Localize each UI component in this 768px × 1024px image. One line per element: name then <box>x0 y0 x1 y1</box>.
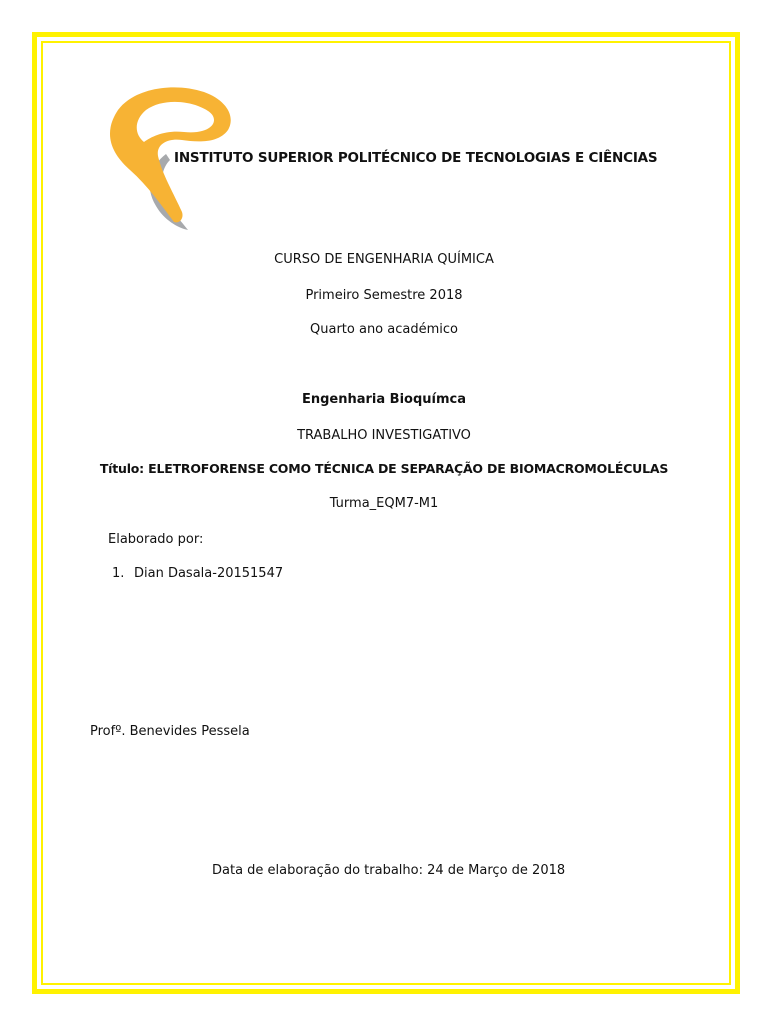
date-line: Data de elaboração do trabalho: 24 de Março de 2018 <box>212 863 566 878</box>
work-type: TRABALHO INVESTIGATIVO <box>297 428 471 443</box>
institute-name: INSTITUTO SUPERIOR POLITÉCNICO DE TECNOLOGIAS E CIÊNCIAS <box>174 150 658 166</box>
professor-name: Profº. Benevides Pessela <box>90 724 250 739</box>
author-number: 1. <box>112 566 125 581</box>
subject-name: Engenharia Bioquímca <box>301 392 467 407</box>
document-title: Título: ELETROFORENSE COMO TÉCNICA DE SEPARAÇÃO DE BIOMACROMOLÉCULAS <box>99 461 669 476</box>
list-item <box>112 566 283 581</box>
academic-year: Quarto ano académico <box>310 322 458 337</box>
author-name: Dian Dasala-20151547 <box>134 566 284 581</box>
prepared-by-label: Elaborado por: <box>108 532 204 547</box>
class-code: Turma_EQM7-M1 <box>329 496 439 511</box>
semester: Primeiro Semestre 2018 <box>305 288 463 303</box>
course-name: CURSO DE ENGENHARIA QUÍMICA <box>274 252 494 267</box>
